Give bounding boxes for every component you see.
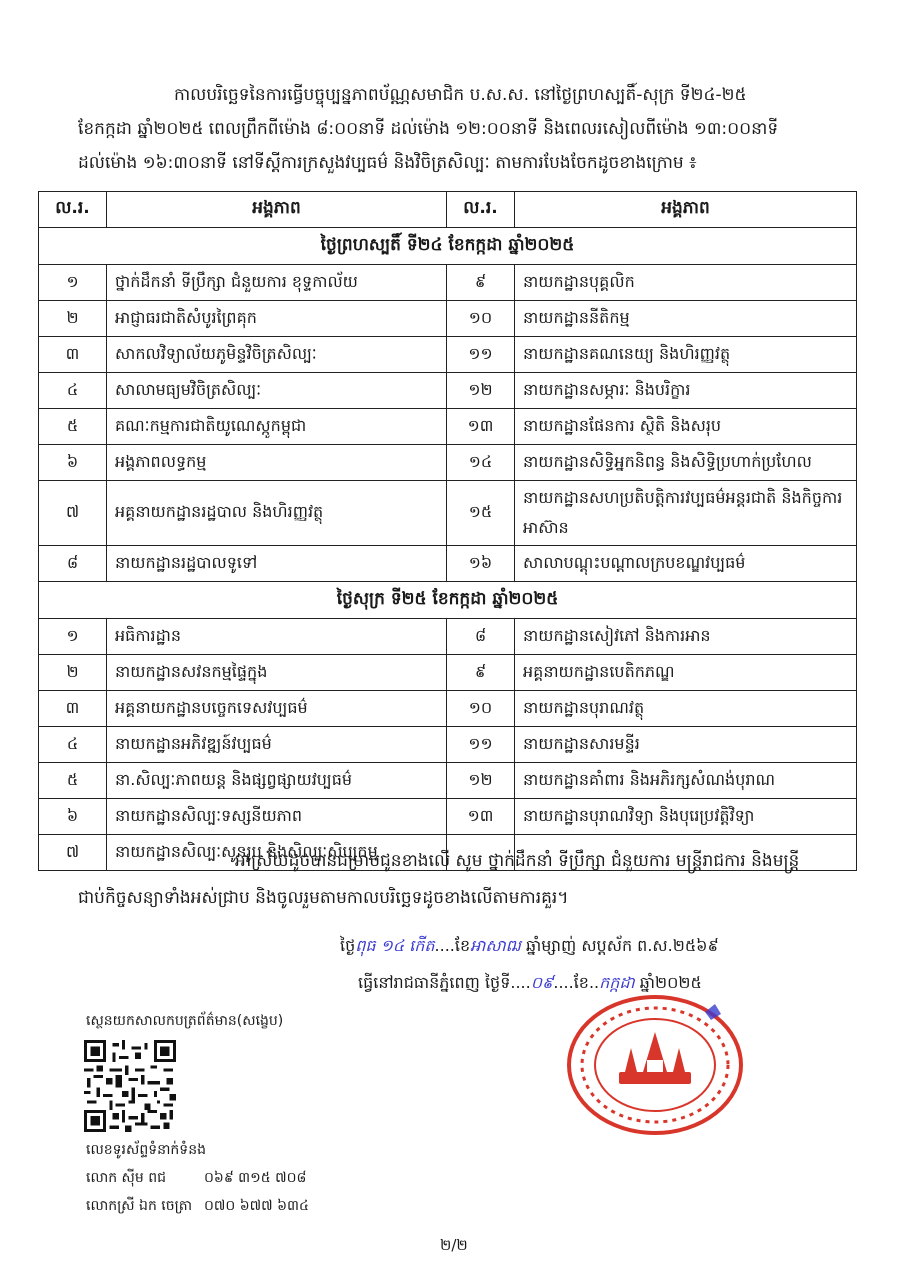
lunar-date-line — [340, 935, 719, 959]
row-number: ៨ — [39, 546, 107, 582]
row-number: ១០ — [447, 301, 515, 337]
unit-cell: នាយកដ្ឋានសៀវភៅ និងការអាន — [515, 619, 857, 655]
table-row — [39, 481, 857, 546]
day-row — [39, 228, 857, 265]
contact-phone[interactable]: ០៦៩ ៣១៥ ៧០៨ — [204, 1170, 307, 1186]
intro-line-3: ដល់ម៉ោង ១៦:៣០នាទី នៅទីស្តីការក្រសួងវប្បធម៌ និងវិចិត្រសិល្បៈ តាមការបែងចែកដូចខាងក្រោម ៖ — [78, 153, 697, 173]
lunar-date-month: អាសាឍ — [470, 936, 521, 955]
row-number: ៥ — [39, 763, 107, 799]
table-row — [39, 445, 857, 481]
table-row — [39, 265, 857, 301]
row-number: ១២ — [447, 763, 515, 799]
unit-cell: ថ្នាក់ដឹកនាំ ទីប្រឹក្សា ជំនួយការ ខុទ្ទកាល័យ — [107, 265, 447, 301]
day2-title: ថ្ងៃសុក្រ ទី២៥ ខែកក្កដា ឆ្នាំ២០២៥ — [39, 582, 857, 619]
contact-row — [86, 1168, 306, 1189]
schedule-table — [38, 191, 857, 871]
row-number: ១១ — [447, 337, 515, 373]
unit-cell: អគ្គនាយកដ្ឋានបច្ចេកទេសវប្បធម៌ — [107, 691, 447, 727]
unit-cell: នាយកដ្ឋានគាំពារ និងអភិរក្សសំណង់បុរាណ — [515, 763, 857, 799]
unit-cell: នាយកដ្ឋានបុរាណវិទ្យា និងបុរេប្រវត្តិវិទ្យា — [515, 799, 857, 835]
unit-cell: នាយកដ្ឋានសិទ្ធិអ្នកនិពន្ធ និងសិទ្ធិប្រហាក់ប្រហែល — [515, 445, 857, 481]
issue-date-day: ០៩ — [530, 973, 554, 992]
row-number: ៣ — [39, 691, 107, 727]
unit-cell: អធិការដ្ឋាន — [107, 619, 447, 655]
header-unit-1: អង្គភាព — [107, 192, 447, 228]
unit-cell: អាជ្ញាធរជាតិសំបូរព្រៃគុក — [107, 301, 447, 337]
row-number: ១៦ — [447, 546, 515, 582]
row-number: ១២ — [447, 373, 515, 409]
row-number: ៤ — [39, 373, 107, 409]
unit-cell: នាយកដ្ឋានអភិវឌ្ឍន៍វប្បធម៌ — [107, 727, 447, 763]
unit-cell: នា.សិល្បៈភាពយន្ត និងផ្សព្វផ្សាយវប្បធម៌ — [107, 763, 447, 799]
table-row — [39, 727, 857, 763]
row-number: ៤ — [39, 727, 107, 763]
row-number: ១១ — [447, 727, 515, 763]
table-row — [39, 373, 857, 409]
row-number: ១៥ — [447, 481, 515, 546]
issue-date-month: កក្កដា — [599, 973, 635, 992]
unit-cell: នាយកដ្ឋានសារមន្ទីរ — [515, 727, 857, 763]
issue-date-prefix: ធ្វើនៅរាជធានីភ្នំពេញ ថ្ងៃទី.... — [358, 973, 531, 992]
table-row — [39, 301, 857, 337]
table-row — [39, 763, 857, 799]
issue-date-suffix: ឆ្នាំ២០២៥ — [634, 973, 702, 992]
unit-cell: នាយកដ្ឋានសម្ភារៈ និងបរិក្ខារ — [515, 373, 857, 409]
contact-row — [86, 1196, 309, 1217]
row-number: ៥ — [39, 409, 107, 445]
qr-code-icon[interactable] — [84, 1040, 176, 1132]
unit-cell: នាយកដ្ឋានសវនកម្មផ្ទៃក្នុង — [107, 655, 447, 691]
unit-cell: នាយកដ្ឋានបុរាណវត្ថុ — [515, 691, 857, 727]
table-row — [39, 546, 857, 582]
unit-cell: អគ្គនាយកដ្ឋានបេតិកភណ្ឌ — [515, 655, 857, 691]
closing-line-2: ជាប់កិច្ចសន្យាទាំងអស់ជ្រាប និងចូលរួមតាមកាលបរិច្ឆេទដូចខាងលើតាមការគួរ។ — [78, 888, 569, 908]
row-number: ៦ — [39, 445, 107, 481]
table-header-row — [39, 192, 857, 228]
day1-title: ថ្ងៃព្រហស្បតិ៍ ទី២៤ ខែកក្កដា ឆ្នាំ២០២៥ — [39, 228, 857, 265]
contact-name: លោកស្រី ឯក ចេត្រា — [86, 1198, 193, 1214]
table-row — [39, 799, 857, 835]
unit-cell: នាយកដ្ឋានសហប្រតិបត្តិការវប្បធម៌អន្តរជាតិ និងកិច្ចការអាស៊ាន — [515, 481, 857, 546]
contact-phone[interactable]: ០៧០ ៦៧៧ ៦៣៤ — [204, 1198, 309, 1214]
row-number: ៨ — [447, 619, 515, 655]
unit-cell: នាយកដ្ឋានសិល្បៈសូនរូប និងសិល្បៈសិប្បកម្ម — [107, 835, 447, 871]
table-row — [39, 655, 857, 691]
row-number: ៩ — [447, 265, 515, 301]
row-number: ១៣ — [447, 799, 515, 835]
unit-cell: នាយកដ្ឋានបុគ្គលិក — [515, 265, 857, 301]
lunar-date-day: ពុធ ១៤ កើត — [355, 936, 435, 955]
unit-cell: នាយកដ្ឋានផែនការ ស្ថិតិ និងសរុប — [515, 409, 857, 445]
unit-cell: នាយកដ្ឋានសិល្បៈទស្សនីយភាព — [107, 799, 447, 835]
department-label: ស្ថេនយកសាលកបត្រព័ត៌មាន(សង្ខេប) — [86, 1013, 284, 1029]
row-number: ៣ — [39, 337, 107, 373]
contact-title: លេខទូរស័ព្ទទំនាក់ទំនង — [86, 1142, 206, 1158]
lunar-date-mid: ....ខែ — [434, 936, 471, 955]
lunar-date-suffix: ឆ្នាំម្សាញ់ សប្តស័ក ព.ស.២៥៦៩ — [520, 936, 719, 955]
row-number: ៧ — [39, 835, 107, 871]
table-row — [39, 691, 857, 727]
row-number: ៧ — [39, 481, 107, 546]
unit-cell: នាយកដ្ឋានរដ្ឋបាលទូទៅ — [107, 546, 447, 582]
unit-cell: អគ្គនាយកដ្ឋានរដ្ឋបាល និងហិរញ្ញវត្ថុ — [107, 481, 447, 546]
unit-cell: គណៈកម្មការជាតិយូណេស្កូកម្ពុជា — [107, 409, 447, 445]
closing-line-1: អាស្រ័យដូចបានជម្រាបជូនខាងលើ សូម ថ្នាក់ដឹកនាំ ទីប្រឹក្សា ជំនួយការ មន្ត្រីរាជការ និងមន្ត្រី — [235, 851, 800, 871]
table-row — [39, 409, 857, 445]
row-number: ២ — [39, 655, 107, 691]
row-number: ១ — [39, 619, 107, 655]
unit-cell: នាយកដ្ឋានគណនេយ្យ និងហិរញ្ញវត្ថុ — [515, 337, 857, 373]
table-row — [39, 619, 857, 655]
header-no-2: ល.រ. — [447, 192, 515, 228]
unit-cell: សាលាបណ្តុះបណ្តាលក្របខណ្ឌវប្បធម៌ — [515, 546, 857, 582]
row-number: ៩ — [447, 655, 515, 691]
contact-name: លោក ស៊ីម ពជ — [86, 1170, 166, 1186]
header-unit-2: អង្គភាព — [515, 192, 857, 228]
unit-cell: សាលាមធ្យមវិចិត្រសិល្បៈ — [107, 373, 447, 409]
row-number: ១ — [39, 265, 107, 301]
unit-cell: អង្គភាពលទ្ធកម្ម — [107, 445, 447, 481]
official-seal-icon — [555, 990, 755, 1140]
issue-date-mid: ....ខែ.. — [553, 973, 600, 992]
row-number: ៦ — [39, 799, 107, 835]
unit-cell: នាយកដ្ឋាននីតិកម្ម — [515, 301, 857, 337]
intro-line-2: ខែកក្កដា ឆ្នាំ២០២៥ ពេលព្រឹកពីម៉ោង ៨:០០នាទី ដល់ម៉ោង ១២:០០នាទី និងពេលរសៀលពីម៉ោង ១៣:០០នាទី — [78, 119, 779, 139]
row-number: ២ — [39, 301, 107, 337]
row-number: ១៤ — [447, 445, 515, 481]
day-row — [39, 582, 857, 619]
unit-cell: សាកលវិទ្យាល័យភូមិន្ទវិចិត្រសិល្បៈ — [107, 337, 447, 373]
intro-line-1: កាលបរិច្ឆេទនៃការធ្វើបច្ចុប្បន្នភាពប័ណ្ណសមាជិក ប.ស.ស. នៅថ្ងៃព្រហស្បតិ៍-សុក្រ ទី២៤-២៥ — [174, 85, 747, 105]
row-number: ១៣ — [447, 409, 515, 445]
row-number: ១០ — [447, 691, 515, 727]
lunar-date-prefix: ថ្ងៃ — [340, 936, 356, 955]
header-no-1: ល.រ. — [39, 192, 107, 228]
page-number: ២/២ — [440, 1236, 468, 1254]
table-row — [39, 337, 857, 373]
